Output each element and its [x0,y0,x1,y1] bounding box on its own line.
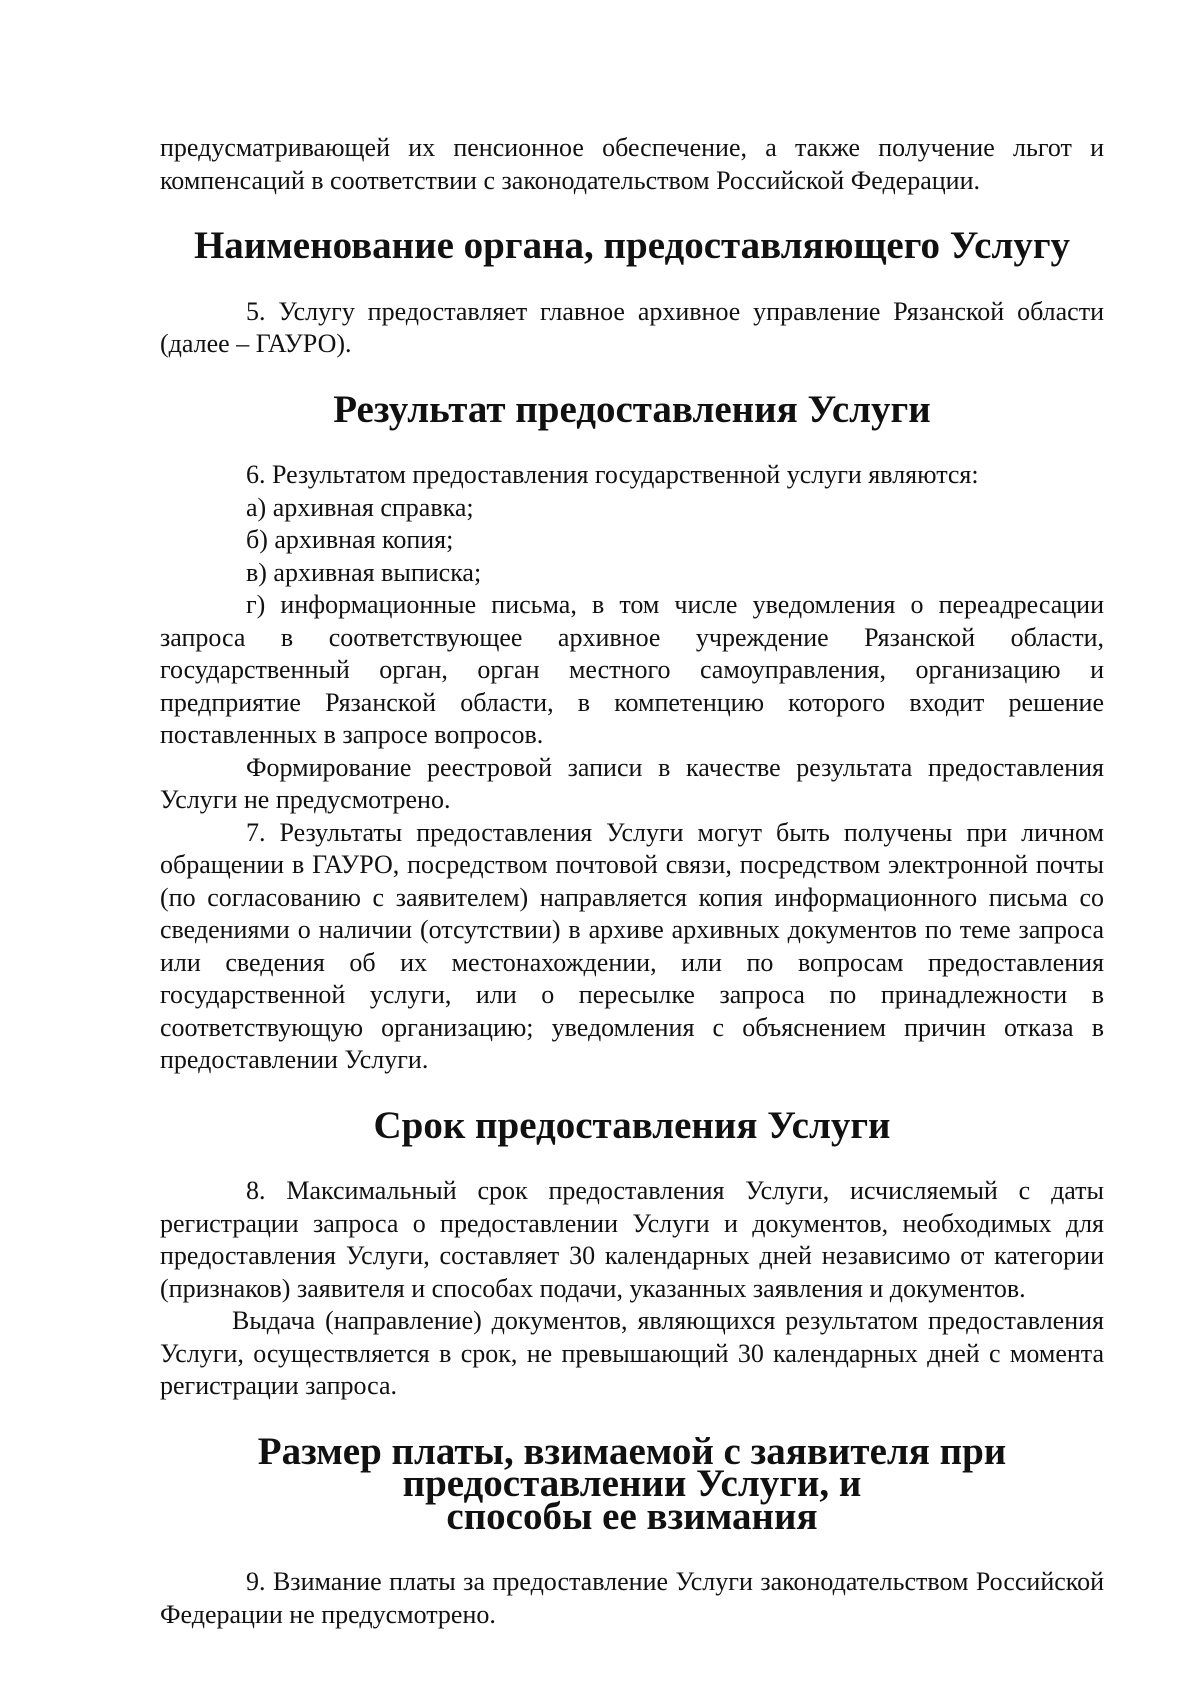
paragraph-6: 6. Результатом предоставления государственной услуги являются: [246,460,979,489]
heading-organ: Наименование органа, предоставляющего Услугу [193,224,1071,267]
list-item-b: б) архивная копия; [246,525,454,554]
paragraph-7: 7. Результаты предоставления Услуги могут быть получены при личном обращении в ГАУРО, посредством почтовой связи, посредством электронной почты (по согласованию с заявителем) направляется копия информационного письма со сведениями о наличии (отсутствии) в архиве архивных документов по теме запроса или сведения об их местонахождении, или по вопросам предоставления государственной услуги, или о пересылке запроса по принадлежности в соответствующую организацию; уведомления с объяснением причин отказа в предоставлении Услуги. [160,817,1104,1074]
list-item-v: в) архивная выписка; [246,557,482,587]
document-page [160,132,1104,1631]
issue-paragraph: Выдача (направление) документов, являющихся результатом предоставления Услуги, осуществляется в срок, не превышающий 30 календарных дней с момента регистрации запроса. [160,1306,1104,1400]
paragraph-8: 8. Максимальный срок предоставления Услуги, исчисляемый с даты регистрации запроса о предоставлении Услуги и документов, необходимых для предоставления Услуги, составляет 30 календарных дней независимо от категории (признаков) заявителя и способах подачи, указанных заявления и документов. [160,1176,1104,1303]
intro-paragraph: предусматривающей их пенсионное обеспечение, а также получение льгот и компенсаций в соответствии с законодательством Российской Федерации. [160,133,1104,195]
paragraph-9: 9. Взимание платы за предоставление Услуги законодательством Российской Федерации не предусмотрено. [160,1567,1104,1629]
heading-result: Результат предоставления Услуги [333,387,931,431]
registry-paragraph: Формирование реестровой записи в качестве результата предоставления Услуги не предусмотрено. [160,752,1104,814]
list-item-a: а) архивная справка; [246,492,474,522]
heading-term: Срок предоставления Услуги [373,1103,891,1147]
list-item-g: г) информационные письма, в том числе уведомления о переадресации запроса в соответствующее архивное учреждение Рязанской области, государственный орган, орган местного самоуправления, организацию и предприятие Рязанской области, в компетенцию которого входит решение поставленных в запросе вопросов. [160,590,1104,749]
paragraph-5: 5. Услугу предоставляет главное архивное управление Рязанской области (далее – ГАУРО). [160,296,1104,358]
heading-fee-line-2: способы ее взимания [446,1494,818,1538]
heading-fee-line-1: Размер платы, взимаемой с заявителя при предоставлении Услуги, и [257,1429,1007,1505]
